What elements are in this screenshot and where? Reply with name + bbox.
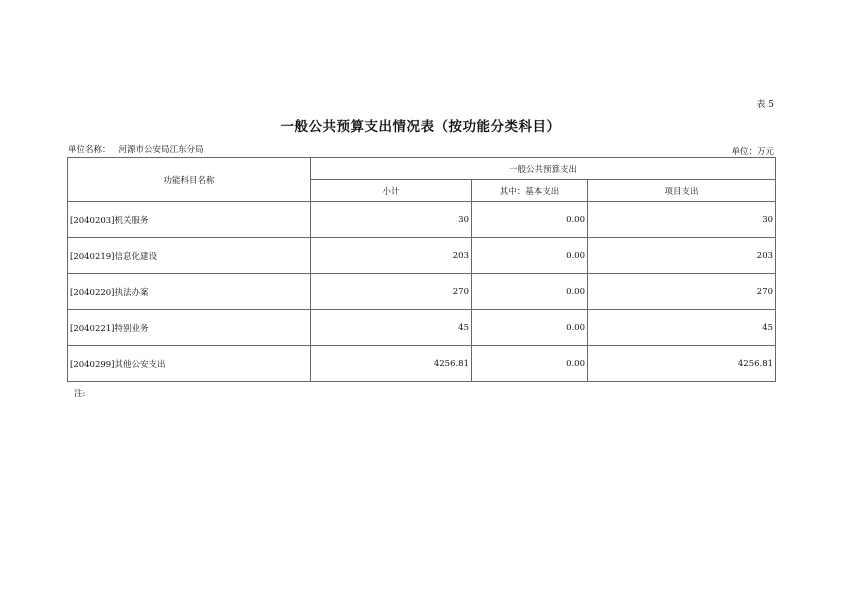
row-function-name: [2040220]执法办案	[68, 274, 311, 310]
currency-unit-label: 单位：万元	[731, 147, 774, 157]
row-project: 203	[588, 238, 776, 274]
row-project: 270	[588, 274, 776, 310]
row-project: 30	[588, 202, 776, 238]
row-project: 45	[588, 310, 776, 346]
table-row	[68, 310, 776, 346]
table-row	[68, 346, 776, 382]
row-subtotal: 45	[311, 310, 472, 346]
row-subtotal: 203	[311, 238, 472, 274]
column-header-group: 一般公共预算支出	[311, 158, 776, 180]
row-basic: 0.00	[472, 310, 588, 346]
table-number-label: 表 5	[756, 100, 774, 110]
row-function-name: [2040219]信息化建设	[68, 238, 311, 274]
page-title: 一般公共预算支出情况表（按功能分类科目）	[280, 119, 561, 135]
row-basic: 0.00	[472, 274, 588, 310]
column-header-function: 功能科目名称	[68, 158, 311, 202]
row-function-name: [2040221]特别业务	[68, 310, 311, 346]
row-function-name: [2040299]其他公安支出	[68, 346, 311, 382]
row-basic: 0.00	[472, 202, 588, 238]
column-header-subtotal: 小计	[311, 180, 472, 202]
row-subtotal: 4256.81	[311, 346, 472, 382]
note-label: 注:	[74, 389, 86, 399]
table-row	[68, 274, 776, 310]
unit-name-value: 河源市公安局江东分局	[118, 145, 204, 155]
row-subtotal: 30	[311, 202, 472, 238]
table-header	[68, 158, 776, 202]
table-body	[68, 202, 776, 382]
row-project: 4256.81	[588, 346, 776, 382]
column-header-basic: 其中：基本支出	[472, 180, 588, 202]
table-row	[68, 202, 776, 238]
unit-name-label: 单位名称：	[68, 145, 111, 155]
unit-name-line	[68, 143, 204, 155]
row-function-name: [2040203]机关服务	[68, 202, 311, 238]
row-subtotal: 270	[311, 274, 472, 310]
column-header-project: 项目支出	[588, 180, 776, 202]
budget-table	[67, 157, 776, 382]
header-row-group	[68, 158, 776, 180]
table-row	[68, 238, 776, 274]
row-basic: 0.00	[472, 346, 588, 382]
row-basic: 0.00	[472, 238, 588, 274]
